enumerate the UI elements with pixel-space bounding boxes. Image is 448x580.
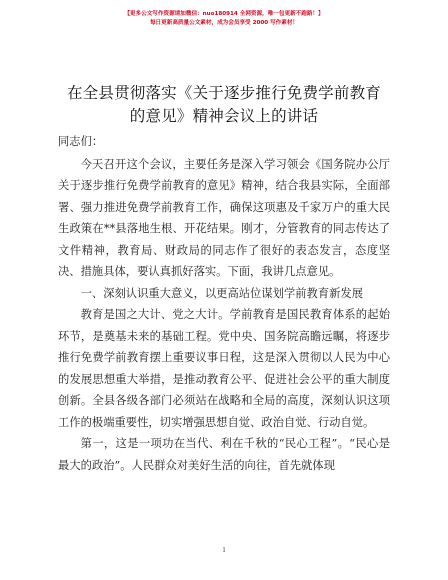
paragraph-opening: 今天召开这个会议，主要任务是深入学习领会《国务院办公厅关于逐步推行免费学前教育的意见》精神，结合我县实际，全面部署、强力推进免费学前教育工作，确保这项惠及千家万户的重大民生政策在**县落地生根、开花结果。刚才，分管教育的同志传达了文件精神，教育局、财政局的同志作了很好的表态发言，态度坚决、措施具体，要认真抓好落实。下面，我讲几点意见。	[58, 157, 390, 278]
document-title	[58, 82, 390, 128]
paragraph-significance: 教育是国之大计、党之大计。学前教育是国民教育体系的起始环节，是奠基未来的基础工程。党中央、国务院高瞻远瞩，将逐步推行免费学前教育摆上重要议事日程，这是深入贯彻以人民为中心的发展思想重大举措，是推动教育公平、促进社会公平的重大制度创新。全县各级各部门必须站在战略和全局的高度，深刻认识这项工作的极端重要性，切实增强思想自觉、政治自觉、行动自觉。	[58, 308, 390, 429]
salutation: 同志们：	[58, 135, 104, 148]
document-body	[58, 131, 390, 476]
paragraph-point-one: 第一，这是一项功在当代、利在千秋的“民心工程”。“民心是最大的政治”。人民群众对美好生活的向往，首先就体现	[58, 437, 390, 472]
document-title-line-1: 在全县贯彻落实《关于逐步推行免费学前教育	[66, 84, 381, 102]
section-heading-1: 一、深刻认识重大意义，以更高站位谋划学前教育新发展	[80, 286, 364, 300]
promo-banner	[60, 10, 388, 28]
promo-banner-line-1: 【更多公文写作资源请加微信：nuo180914 全网资源，唯一包更新不跑路！】	[124, 11, 324, 17]
promo-banner-line-2: 每日更新高质量公文素材，成为会员享受 2000 写作素材！	[149, 20, 299, 26]
document-title-line-2: 的意见》精神会议上的讲话	[129, 107, 319, 125]
page-number: 1	[222, 546, 226, 554]
